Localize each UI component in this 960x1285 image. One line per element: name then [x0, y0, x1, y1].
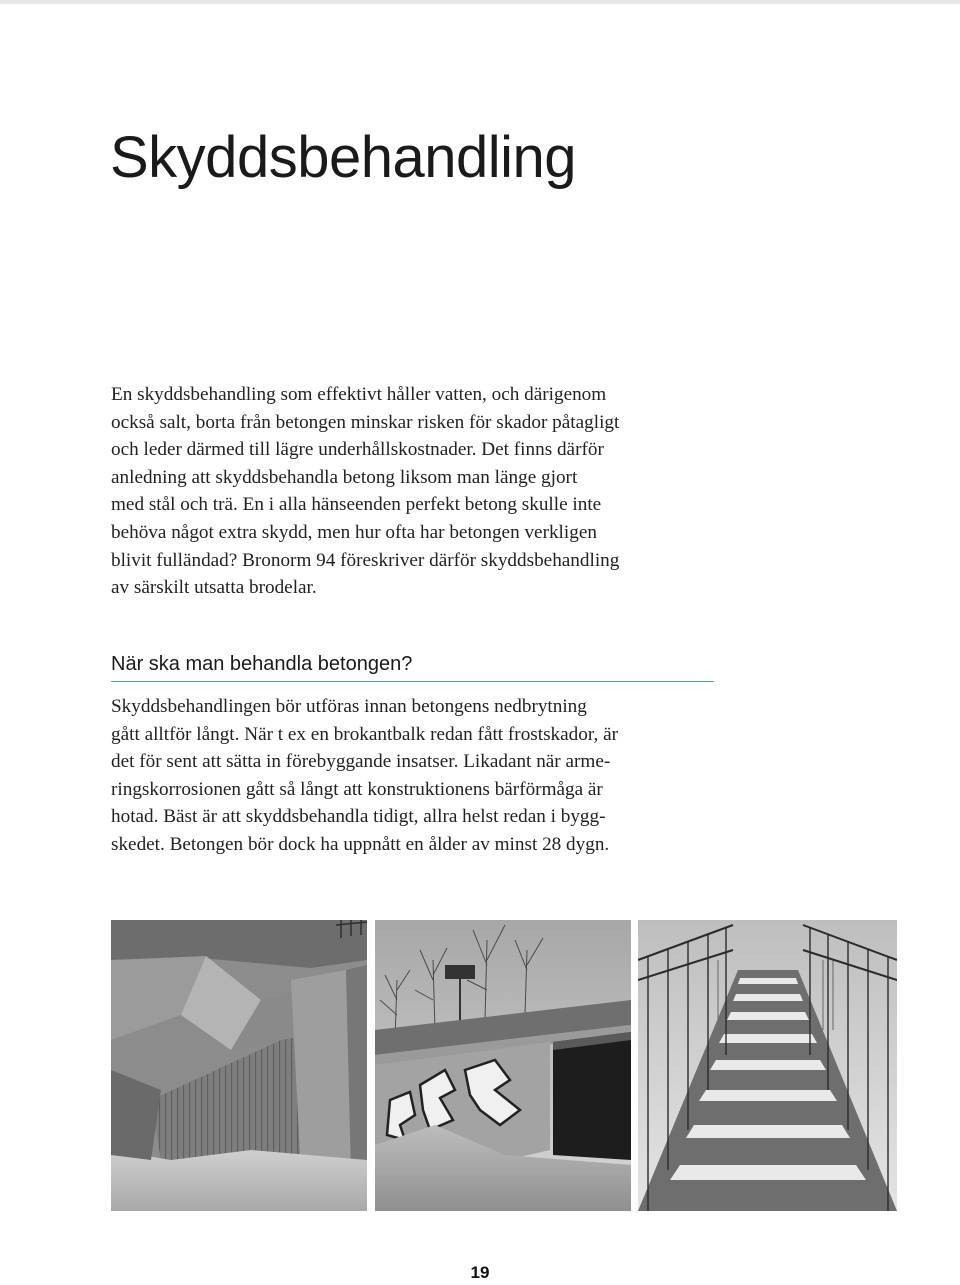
section-paragraph [111, 693, 731, 859]
intro-paragraph [111, 381, 731, 602]
underpass-graffiti-photo [375, 920, 631, 1211]
section-line: skedet. Betongen bör dock ha uppnått en ålder av minst 28 dygn. [111, 833, 610, 855]
page-number: 19 [470, 1263, 490, 1282]
top-rule [0, 0, 960, 4]
section-heading: När ska man behandla betongen? [111, 650, 714, 682]
intro-line: En skyddsbehandling som effektivt håller vatten, och därigenom [111, 384, 607, 405]
section-line: det för sent att sätta in förebyggande insatser. Likadant när arme- [111, 751, 611, 773]
bridge-underside-photo [111, 920, 367, 1211]
intro-line: anledning att skyddsbehandla betong liksom man länge gjort [111, 466, 578, 488]
intro-line: med stål och trä. En i alla hänseenden perfekt betong skulle inte [111, 494, 602, 516]
intro-line: och leder därmed till lägre underhållskostnader. Det finns därför [111, 439, 604, 461]
section-line: hotad. Bäst är att skyddsbehandla tidigt, allra helst redan i bygg- [111, 806, 606, 828]
concrete-stairs-photo [638, 920, 897, 1211]
page-title: Skyddsbehandling [110, 125, 577, 190]
section-line: Skyddsbehandlingen bör utföras innan betongens nedbrytning [111, 696, 587, 717]
section-line: ringskorrosionen gått så långt att konstruktionens bärförmåga är [111, 778, 603, 800]
section-line: gått alltför långt. När t ex en brokantbalk redan fått frostskador, är [111, 723, 618, 745]
intro-line: av särskilt utsatta brodelar. [111, 577, 317, 599]
intro-line: också salt, borta från betongen minskar risken för skador påtagligt [111, 411, 620, 433]
intro-line: blivit fulländad? Bronorm 94 föreskriver därför skyddsbehandling [111, 549, 620, 571]
intro-line: behöva något extra skydd, men hur ofta har betongen verkligen [111, 521, 597, 543]
